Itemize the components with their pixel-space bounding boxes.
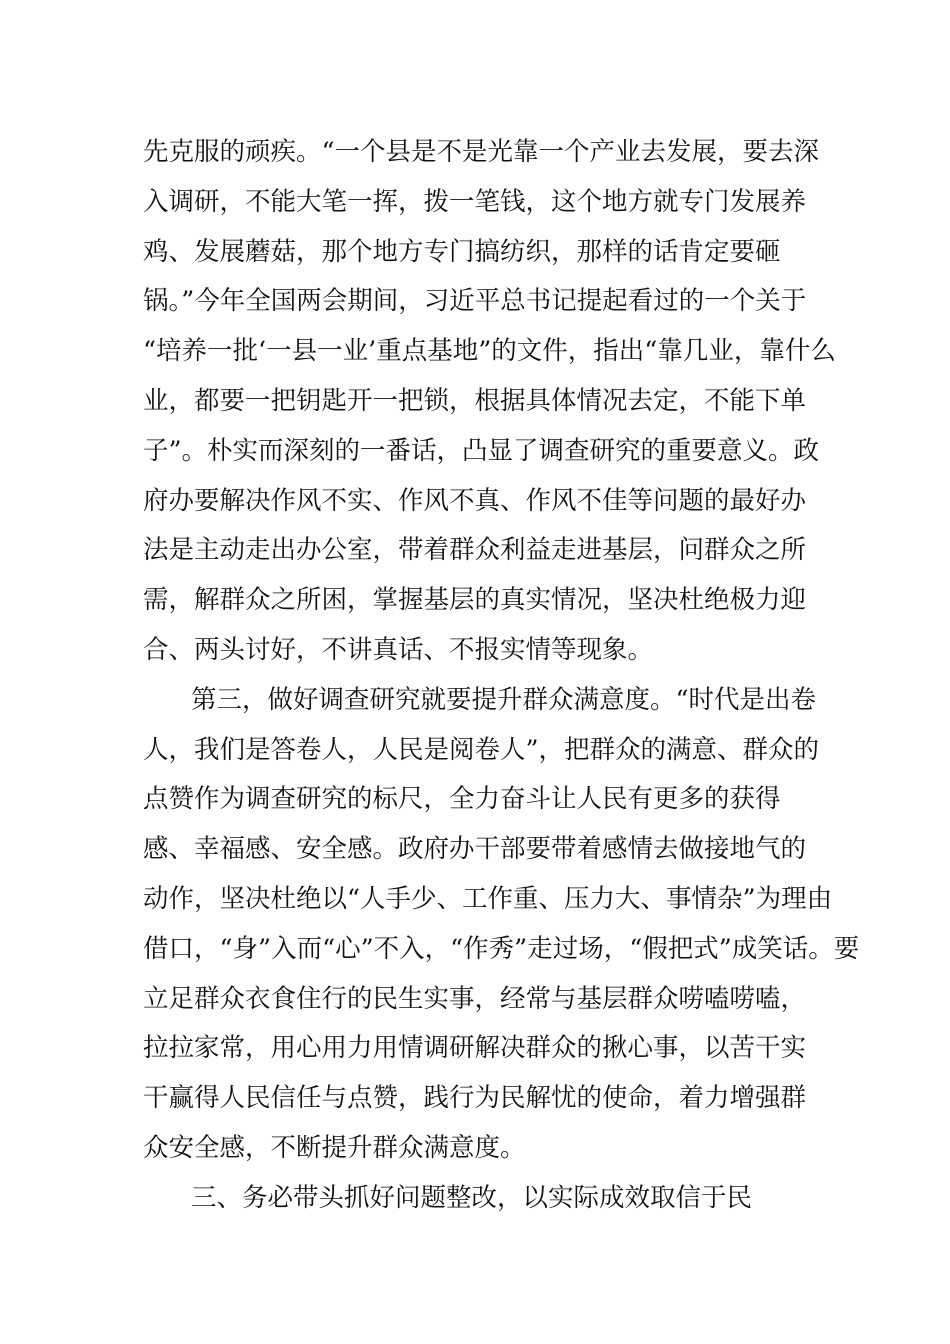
text-line: 立足群众衣食住行的民生实事，经常与基层群众唠嗑唠嗑，: [143, 983, 807, 1014]
text-line: 点赞作为调查研究的标尺，全力奋斗让人民有更多的获得: [143, 784, 781, 815]
text-line: 众安全感，不断提升群众满意度。: [143, 1132, 526, 1163]
text-line: 借口，“身”入而“心”不入，“作秀”走过场，“假把式”成笑话。要: [143, 933, 860, 964]
text-line: 子”。朴实而深刻的一番话，凸显了调查研究的重要意义。政: [143, 435, 820, 466]
text-line: 业，都要一把钥匙开一把锁，根据具体情况去定，不能下单: [143, 385, 807, 416]
body-text: [143, 128, 860, 1224]
text-line: “培养一批‘一县一业’重点基地”的文件，指出“靠几业，靠什么: [143, 336, 836, 367]
text-line: 锅。”今年全国两会期间，习近平总书记提起看过的一个关于: [143, 286, 807, 317]
text-line: 鸡、发展蘑菇，那个地方专门搞纺织，那样的话肯定要砸: [143, 236, 781, 267]
text-line: 动作，坚决杜绝以“人手少、工作重、压力大、事情杂”为理由: [143, 883, 833, 914]
text-line: 先克服的顽疾。“一个县是不是光靠一个产业去发展，要去深: [143, 137, 820, 167]
text-line: 入调研，不能大笔一挥，拨一笔钱，这个地方就专门发展养: [143, 186, 807, 217]
paragraph-start-line: 第三，做好调查研究就要提升群众满意度。“时代是出卷: [191, 684, 817, 715]
text-line: 干赢得人民信任与点赞，践行为民解忧的使命，着力增强群: [143, 1083, 807, 1114]
text-line: 感、幸福感、安全感。政府办干部要带着感情去做接地气的: [143, 834, 807, 865]
text-line: 需，解群众之所困，掌握基层的真实情况，坚决杜绝极力迎: [143, 585, 807, 616]
text-line: 法是主动走出办公室，带着群众利益走进基层，问群众之所: [143, 535, 807, 566]
text-line: 合、两头讨好，不讲真话、不报实情等现象。: [143, 634, 654, 665]
text-line: 府办要解决作风不实、作风不真、作风不佳等问题的最好办: [143, 485, 807, 516]
section-heading: 三、务必带头抓好问题整改，以实际成效取信于民: [191, 1182, 753, 1213]
text-line: 人，我们是答卷人，人民是阅卷人”，把群众的满意、群众的: [143, 734, 820, 765]
text-line: 拉拉家常，用心用力用情调研解决群众的揪心事，以苦干实: [143, 1033, 807, 1064]
